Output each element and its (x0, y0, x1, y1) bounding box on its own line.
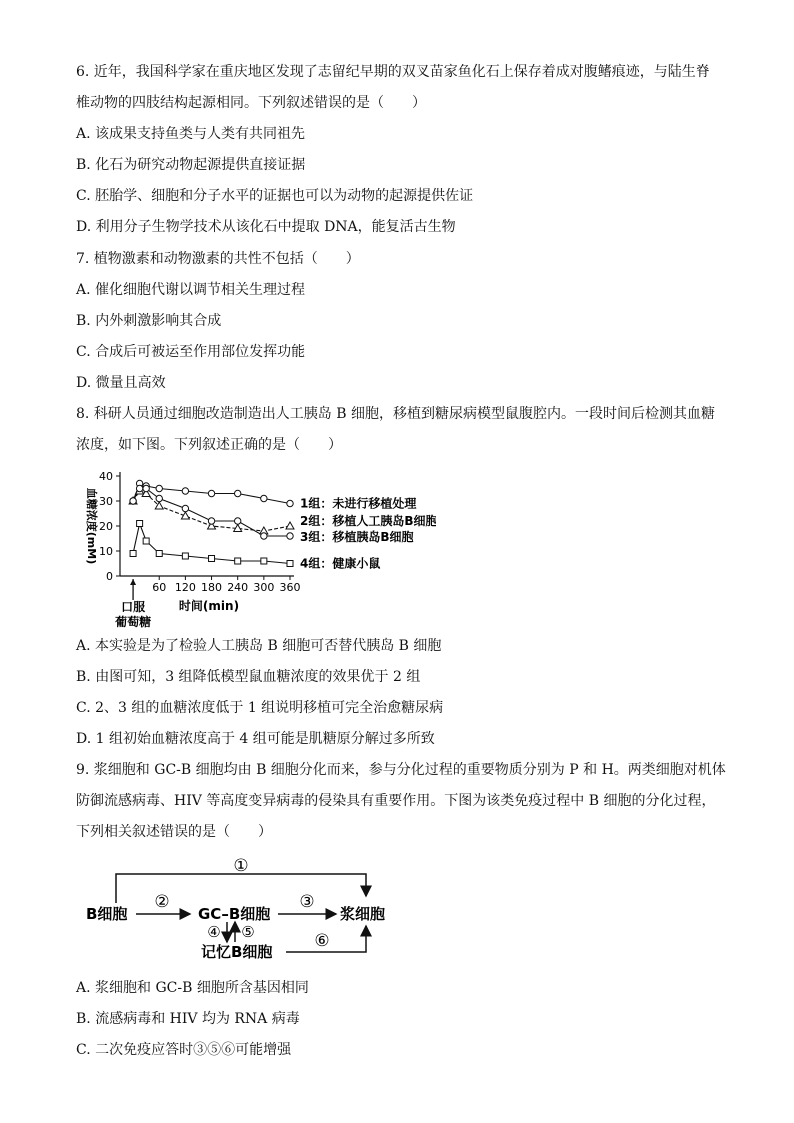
memory-b-cell-node: 记忆B细胞 (201, 943, 273, 961)
q6-stem-line1: 6. 近年，我国科学家在重庆地区发现了志留纪早期的双叉苗家鱼化石上保存着成对腹鳍痕迹，与陆生脊 (76, 64, 710, 80)
series-3-point (143, 485, 149, 491)
q7-stem: 7. 植物激素和动物激素的共性不包括（ ） (76, 251, 360, 267)
q8-option-b: B. 由图可知，3 组降低模型鼠血糖浓度的效果优于 2 组 (76, 669, 421, 685)
q7-option-b: B. 内外刺激影响其合成 (76, 313, 222, 329)
q9-stem-line3: 下列相关叙述错误的是（ ） (76, 824, 272, 840)
series-3-point (182, 505, 188, 511)
step3-label: ③ (299, 892, 315, 912)
q9-option-a: A. 浆细胞和 GC-B 细胞所含基因相同 (76, 980, 309, 996)
x-axis-label: 时间(min) (178, 599, 240, 613)
q6-option-d: D. 利用分子生物学技术从该化石中提取 DNA，能复活古生物 (76, 219, 456, 235)
series-1-point (182, 488, 188, 494)
chart-legend (300, 496, 436, 571)
q9-option-b: B. 流感病毒和 HIV 均为 RNA 病毒 (76, 1011, 300, 1027)
x-tick-label: 180 (201, 581, 223, 594)
legend-series-4: 4组：健康小鼠 (300, 556, 381, 571)
b-cell-differentiation-diagram (76, 856, 396, 966)
q9-stem-line2: 防御流感病毒、HIV 等高度变异病毒的侵染具有重要作用。下图为该类免疫过程中 B 细胞的分化过程， (76, 793, 716, 809)
y-tick-label: 40 (99, 470, 113, 483)
series-4-point (143, 538, 149, 544)
x-annotation-line2: 葡萄糖 (115, 615, 152, 629)
series-4-point (137, 521, 143, 527)
x-tick-label: 300 (253, 581, 275, 594)
q6-option-b: B. 化石为研究动物起源提供直接证据 (76, 157, 306, 173)
step5-label: ⑤ (241, 923, 255, 941)
chart-marks (129, 480, 294, 566)
series-1-point (208, 490, 214, 496)
gcb-cell-node: GC–B细胞 (198, 905, 271, 923)
q6-option-a: A. 该成果支持鱼类与人类有共同祖先 (76, 126, 306, 142)
series-4-point (261, 558, 267, 564)
b-cell-node: B细胞 (86, 905, 128, 923)
series-4-point (156, 551, 162, 557)
series-3-point (130, 498, 136, 504)
q6-stem-line2: 椎动物的四肢结构起源相同。下列叙述错误的是（ ） (76, 95, 426, 111)
plasma-cell-node: 浆细胞 (340, 905, 386, 923)
series-3-point (136, 485, 142, 491)
glucose-intake-arrowhead (130, 579, 136, 585)
step2-label: ② (154, 892, 170, 912)
chart-axes (85, 470, 301, 629)
y-tick-label: 30 (99, 495, 113, 508)
series-3-point (234, 518, 240, 524)
series-3-point (261, 533, 267, 539)
series-1-point (287, 500, 293, 506)
q7-option-a: A. 催化细胞代谢以调节相关生理过程 (76, 282, 306, 298)
step6-label: ⑥ (314, 931, 330, 951)
series-3-point (287, 533, 293, 539)
q9-option-c: C. 二次免疫应答时③⑤⑥可能增强 (76, 1042, 292, 1058)
q8-option-c: C. 2、3 组的血糖浓度低于 1 组说明移植可完全治愈糖尿病 (76, 700, 444, 716)
legend-series-3: 3组：移植胰岛B细胞 (300, 530, 414, 544)
q8-stem-line1: 8. 科研人员通过细胞改造制造出人工胰岛 B 细胞，移植到糖尿病模型鼠腹腔内。一段时间后检测其血糖 (76, 406, 715, 422)
series-3-point (156, 495, 162, 501)
q8-option-d: D. 1 组初始血糖浓度高于 4 组可能是肌糖原分解过多所致 (76, 731, 435, 747)
q9-stem-line1: 9. 浆细胞和 GC-B 细胞均由 B 细胞分化而来，参与分化过程的重要物质分别为 P 和 H。两类细胞对机体 (76, 762, 726, 778)
x-tick-label: 120 (174, 581, 196, 594)
q7-option-d: D. 微量且高效 (76, 375, 166, 391)
q8-option-a: A. 本实验是为了检验人工胰岛 B 细胞可否替代胰岛 B 细胞 (76, 638, 442, 654)
step4-label: ④ (207, 923, 221, 941)
q7-option-c: C. 合成后可被运至作用部位发挥功能 (76, 344, 306, 360)
legend-series-1: 1组：未进行移植处理 (300, 496, 417, 511)
series-1-point (261, 495, 267, 501)
legend-series-2: 2组：移植人工胰岛B细胞 (300, 514, 436, 528)
y-tick-label: 10 (99, 545, 113, 558)
series-4-point (209, 556, 215, 562)
step1-label: ① (233, 856, 249, 876)
y-tick-label: 0 (106, 570, 113, 583)
series-4-point (287, 561, 293, 567)
series-2-point (286, 522, 294, 529)
blood-glucose-chart (76, 462, 436, 632)
q8-stem-line2: 浓度，如下图。下列叙述正确的是（ ） (76, 437, 342, 453)
series-1-point (156, 485, 162, 491)
series-1-point (234, 490, 240, 496)
series-4-point (235, 558, 241, 564)
series-3-point (208, 518, 214, 524)
q6-option-c: C. 胚胎学、细胞和分子水平的证据也可以为动物的起源提供佐证 (76, 188, 474, 204)
blood-glucose-chart-svg (76, 462, 436, 632)
y-axis-label: 血糖浓度(mM) (85, 487, 98, 565)
y-tick-label: 20 (99, 520, 113, 533)
series-4-point (182, 553, 188, 559)
x-tick-label: 360 (279, 581, 301, 594)
x-tick-label: 240 (227, 581, 249, 594)
x-annotation-line1: 口服 (121, 600, 146, 614)
diagram-svg (76, 856, 396, 966)
series-4-point (130, 551, 136, 557)
x-tick-label: 60 (152, 581, 167, 594)
